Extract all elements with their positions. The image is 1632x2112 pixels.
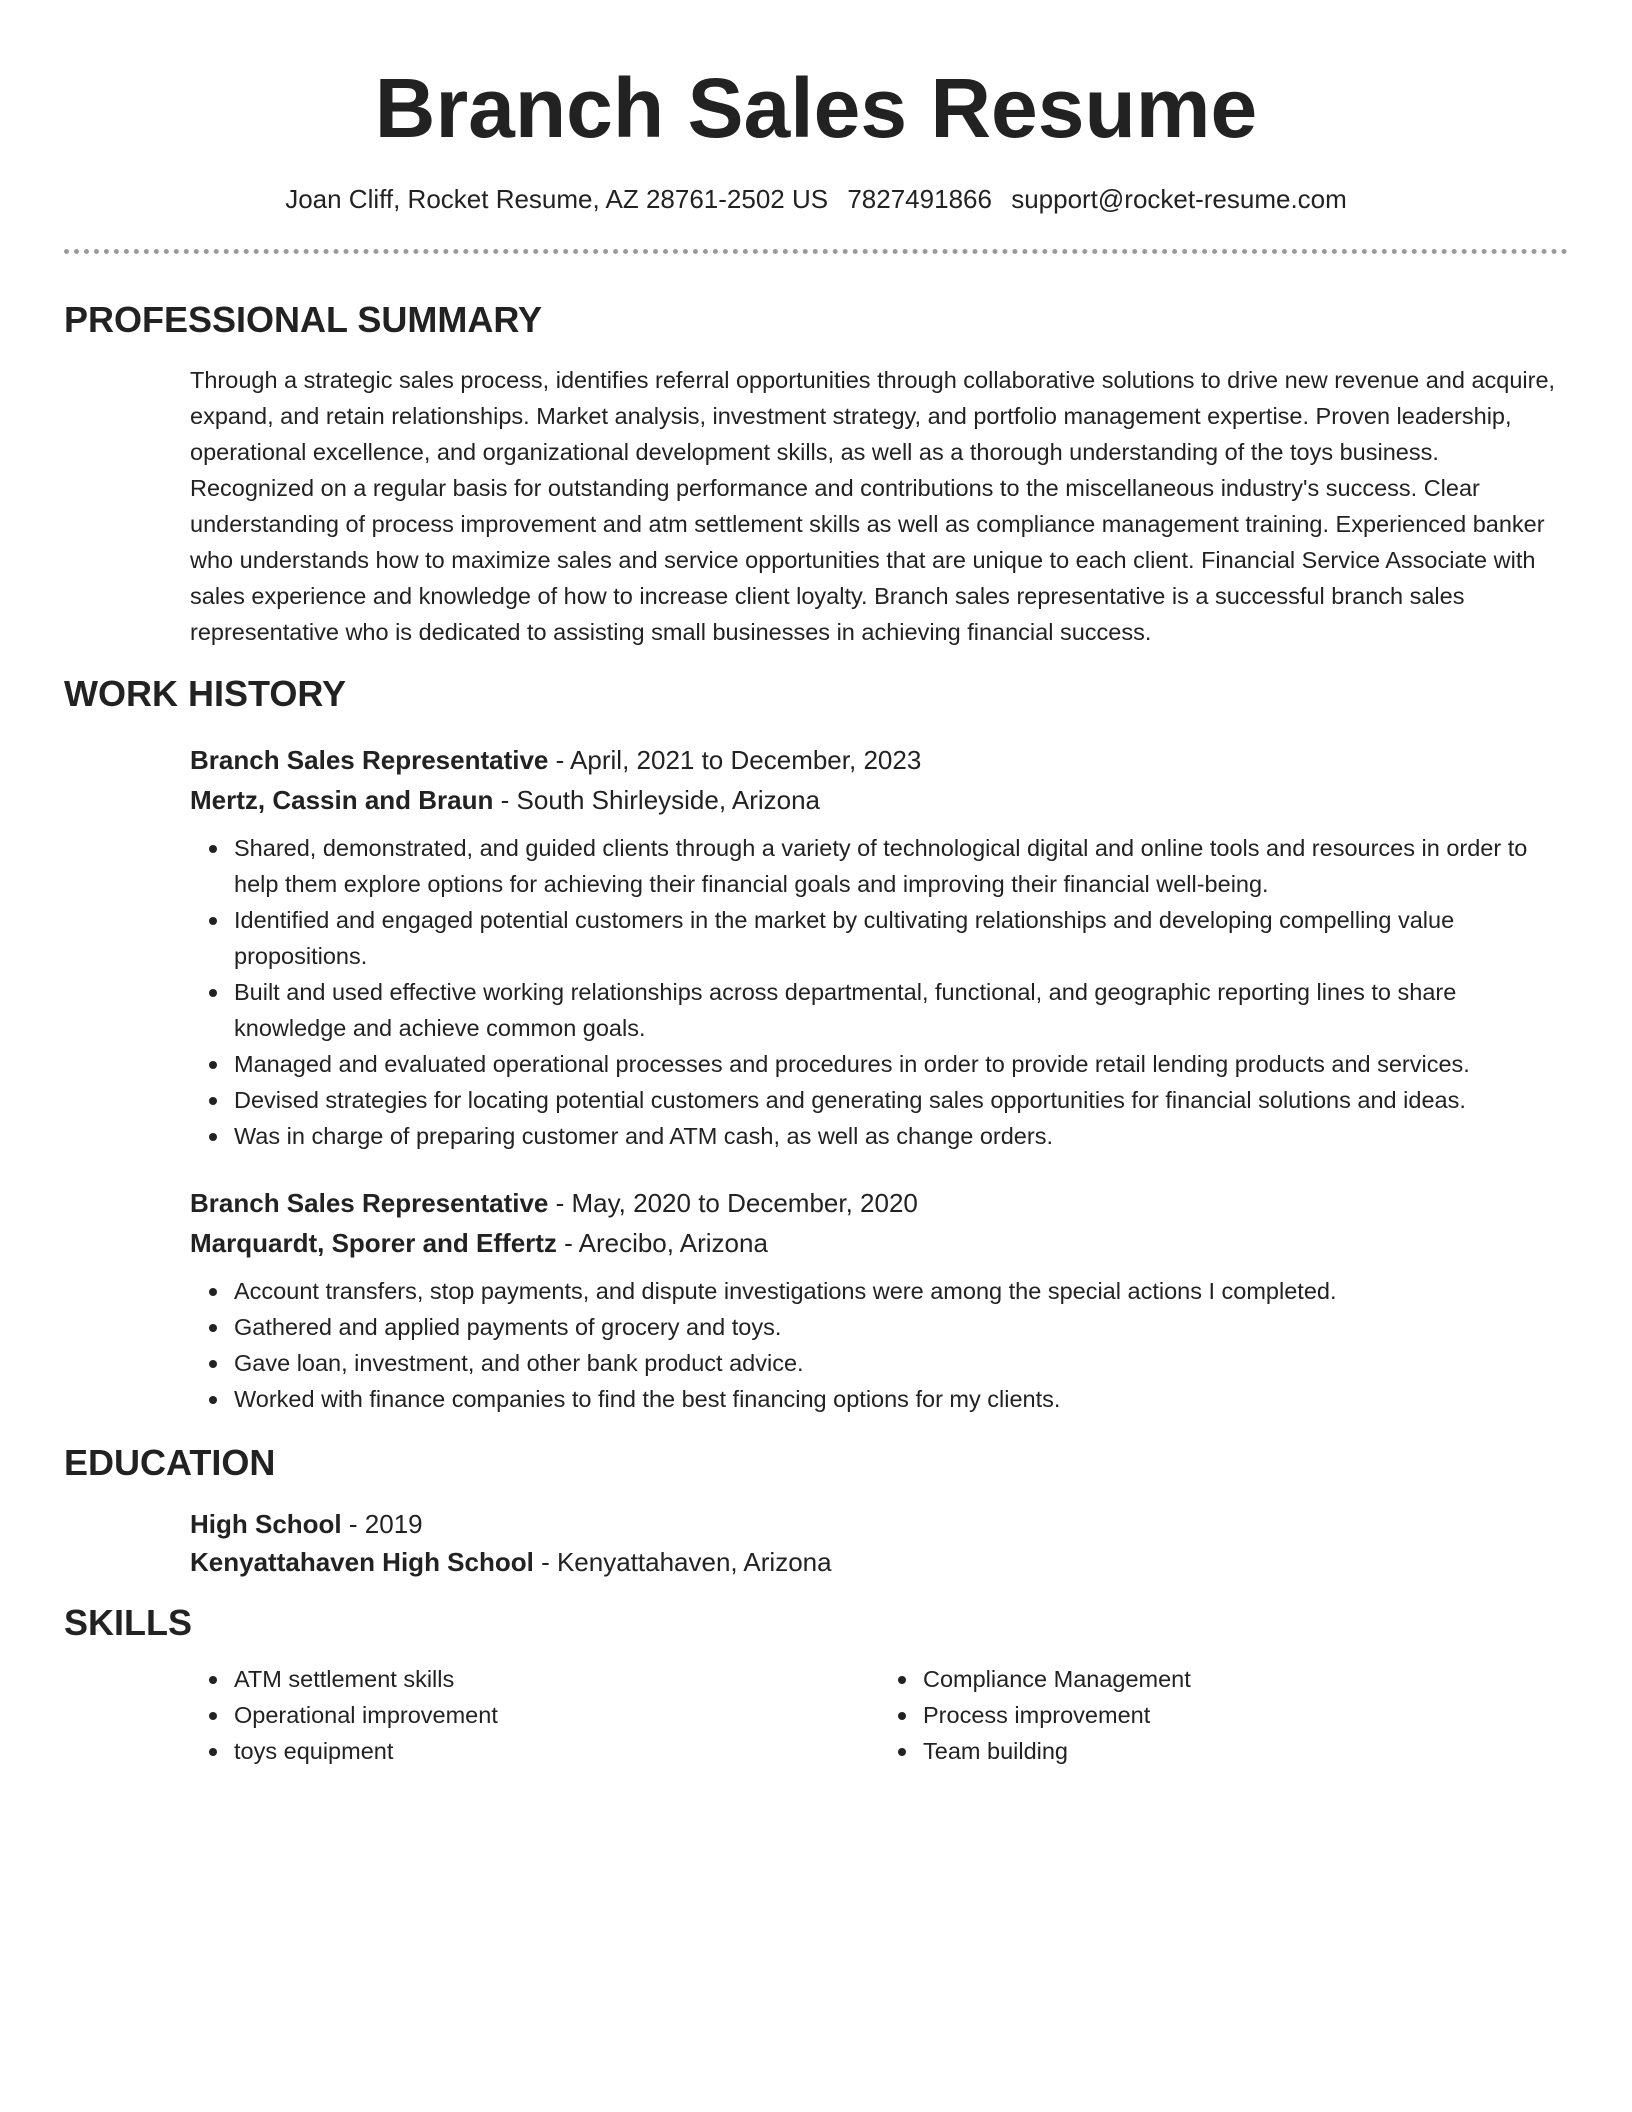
education xyxy=(190,1505,1568,1581)
list-item: Built and used effective working relationships across departmental, functional, and geographic reporting lines to share knowledge and achieve common goals. xyxy=(234,974,1568,1046)
job-title: Branch Sales Representative xyxy=(190,745,549,775)
job-bullets xyxy=(190,1273,1568,1417)
education-school-line xyxy=(190,1543,1568,1581)
list-item: Team building xyxy=(923,1733,1568,1769)
contact-address: Joan Cliff, Rocket Resume, AZ 28761-2502 US xyxy=(285,184,829,214)
education-degree: High School xyxy=(190,1509,342,1539)
list-item: Devised strategies for locating potential customers and generating sales opportunities for financial solutions and ideas. xyxy=(234,1082,1568,1118)
job-location: - South Shirleyside, Arizona xyxy=(493,785,821,815)
job-company-line xyxy=(190,780,1568,820)
job-dates: - May, 2020 to December, 2020 xyxy=(548,1188,918,1218)
resume-page xyxy=(64,0,1568,1769)
job-title-line xyxy=(190,1183,1568,1223)
section-heading-education: EDUCATION xyxy=(64,1442,276,1483)
job-company-line xyxy=(190,1223,1568,1263)
contact-email: support@rocket-resume.com xyxy=(1011,184,1347,214)
section-heading-skills: SKILLS xyxy=(64,1602,193,1643)
summary-text: Through a strategic sales process, identifies referral opportunities through collaborative solutions to drive new revenue and acquire, expand, and retain relationships. Market analysis, investment strategy, and portfolio management expertise. Proven leadership, operational excellence, and organizational development skills, as well as a thorough understanding of the toys business. Recognized on a regular basis for outstanding performance and contributions to the miscellaneous industry's success. Clear understanding of process improvement and atm settlement skills as well as compliance management training. Experienced banker who understands how to maximize sales and service opportunities that are unique to each client. Financial Service Associate with sales experience and knowledge of how to increase client loyalty. Branch sales representative is a successful branch sales representative who is dedicated to assisting small businesses in achieving financial success. xyxy=(190,367,1556,645)
list-item: Gathered and applied payments of grocery and toys. xyxy=(234,1309,1568,1345)
list-item: Managed and evaluated operational processes and procedures in order to provide retail lending products and services. xyxy=(234,1046,1568,1082)
list-item: Gave loan, investment, and other bank product advice. xyxy=(234,1345,1568,1381)
job-dates: - April, 2021 to December, 2023 xyxy=(548,745,922,775)
resume-title: Branch Sales Resume xyxy=(374,61,1258,155)
section-heading-work-history: WORK HISTORY xyxy=(64,673,347,714)
skills-list xyxy=(190,1661,1568,1769)
list-item: Process improvement xyxy=(923,1697,1568,1733)
work-history xyxy=(190,740,1568,1417)
education-year: - 2019 xyxy=(341,1509,423,1539)
list-item: Compliance Management xyxy=(923,1661,1568,1697)
list-item: Shared, demonstrated, and guided clients through a variety of technological digital and online tools and resources in order to help them explore options for achieving their financial goals and improving their financial well-being. xyxy=(234,830,1568,902)
education-degree-line xyxy=(190,1505,1568,1543)
skills-column-left xyxy=(190,1661,879,1769)
job-title-line xyxy=(190,740,1568,780)
job-bullets xyxy=(190,830,1568,1154)
section-heading-summary: PROFESSIONAL SUMMARY xyxy=(64,299,543,340)
contact-phone: 7827491866 xyxy=(847,184,992,214)
list-item: ATM settlement skills xyxy=(234,1661,879,1697)
list-item: Operational improvement xyxy=(234,1697,879,1733)
list-item: Account transfers, stop payments, and dispute investigations were among the special actions I completed. xyxy=(234,1273,1568,1309)
job-company: Mertz, Cassin and Braun xyxy=(190,785,494,815)
contact-line xyxy=(64,182,1568,216)
job-company: Marquardt, Sporer and Effertz xyxy=(190,1228,557,1258)
header-divider xyxy=(64,249,1568,254)
education-location: - Kenyattahaven, Arizona xyxy=(533,1547,832,1577)
list-item: toys equipment xyxy=(234,1733,879,1769)
job-location: - Arecibo, Arizona xyxy=(556,1228,768,1258)
skills-column-right xyxy=(879,1661,1568,1769)
education-school: Kenyattahaven High School xyxy=(190,1547,534,1577)
list-item: Identified and engaged potential customers in the market by cultivating relationships and developing compelling value propositions. xyxy=(234,902,1568,974)
list-item: Was in charge of preparing customer and ATM cash, as well as change orders. xyxy=(234,1118,1568,1154)
list-item: Worked with finance companies to find the best financing options for my clients. xyxy=(234,1381,1568,1417)
job-title: Branch Sales Representative xyxy=(190,1188,549,1218)
